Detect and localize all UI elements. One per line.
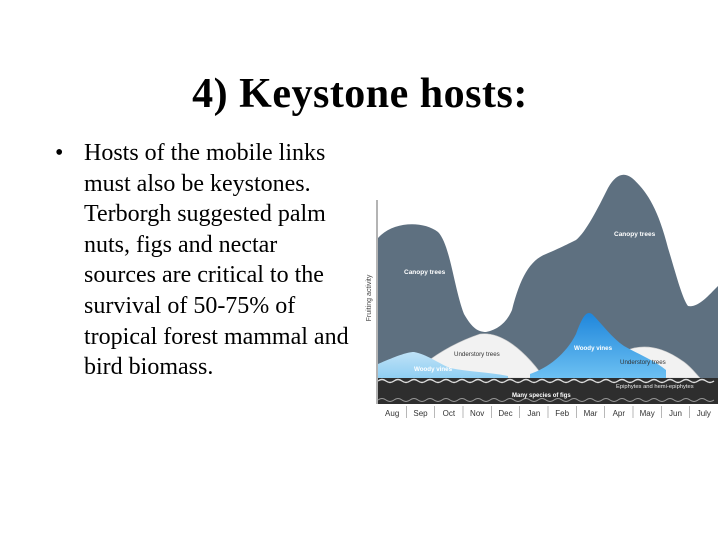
bullet-item: [55, 138, 355, 383]
fruiting-diagram: [362, 168, 718, 420]
month-label: Oct: [442, 409, 456, 418]
month-axis: [385, 406, 711, 418]
woody-right-label: Woody vines: [574, 345, 613, 352]
canopy-left-label: Canopy trees: [404, 269, 446, 276]
understory-right-label: Understory trees: [620, 359, 666, 366]
month-label: Jan: [527, 409, 541, 418]
month-label: Dec: [498, 409, 513, 418]
month-label: Aug: [385, 409, 400, 418]
month-label: Mar: [583, 409, 598, 418]
figs-label: Many species of figs: [512, 393, 571, 399]
understory-left-label: Understory trees: [454, 351, 500, 358]
month-label: May: [639, 409, 655, 418]
month-label: Jun: [669, 409, 682, 418]
epiphytes-label: Epiphytes and hemi-epiphytes: [616, 384, 694, 390]
month-label: Feb: [555, 409, 570, 418]
month-label: Sep: [413, 409, 428, 418]
woody-left-label: Woody vines: [414, 366, 453, 373]
month-label: July: [696, 409, 711, 418]
slide-title-text: 4) Keystone hosts:: [192, 71, 528, 117]
month-label: Nov: [470, 409, 485, 418]
y-axis-label: Fruiting activity: [366, 274, 373, 322]
bullet-dot-icon: •: [55, 140, 64, 166]
bullet-text: Hosts of the mobile links must also be keystones. Terborgh suggested palm nuts, figs and nectar sources are critical to the survival of 50-75% of tropical forest mammal and bird biomass.: [84, 140, 349, 381]
month-label: Apr: [612, 409, 626, 418]
bullet-list: [55, 138, 355, 383]
canopy-area: [378, 175, 718, 380]
slide-title: [0, 70, 720, 118]
fruiting-figure: [362, 168, 718, 420]
canopy-right-label: Canopy trees: [614, 231, 656, 238]
